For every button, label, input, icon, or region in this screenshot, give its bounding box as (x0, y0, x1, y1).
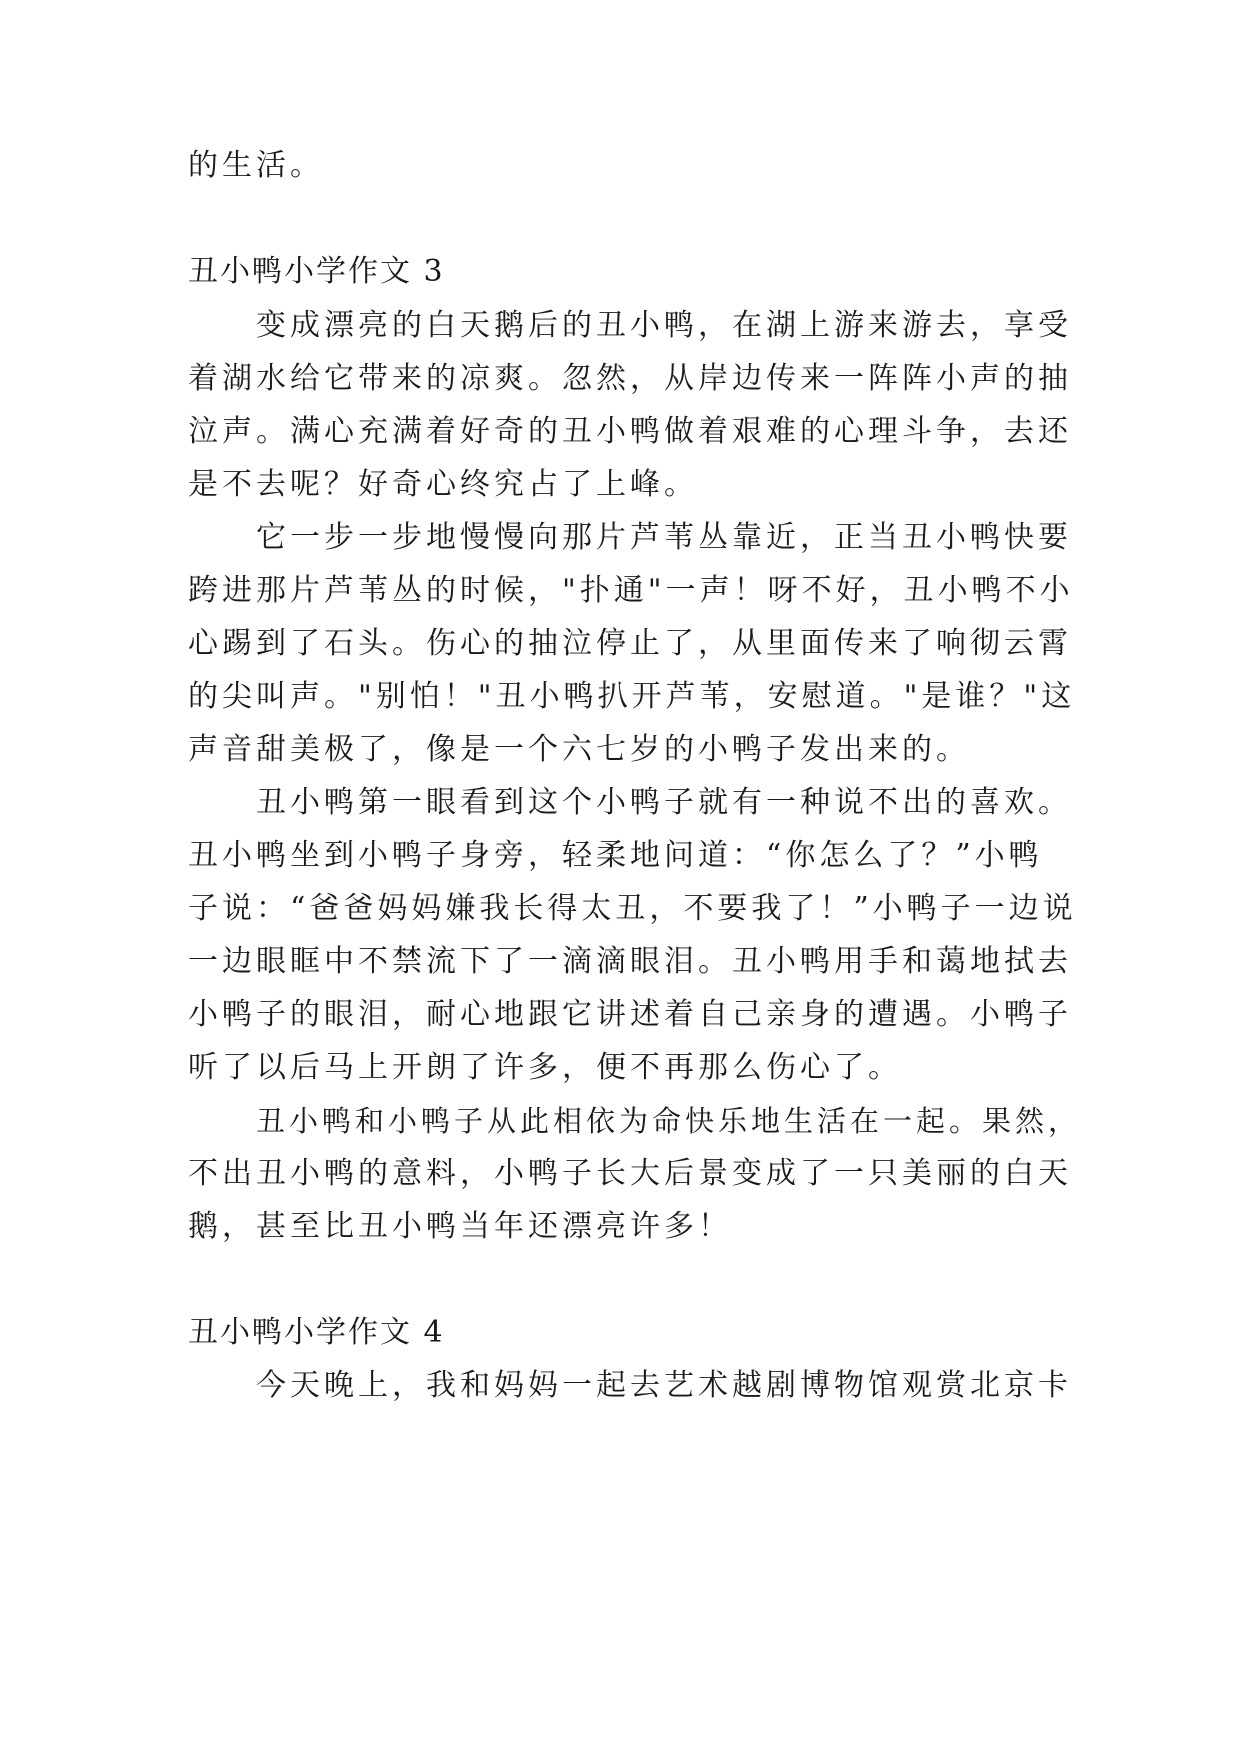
text-line: 跨进那片芦苇丛的时候，"扑通"一声！呀不好，丑小鸭不小 (188, 573, 1074, 608)
text-line: 小鸭子的眼泪，耐心地跟它讲述着自己亲身的遭遇。小鸭子 (188, 997, 1072, 1032)
text-line: 丑小鸭和小鸭子从此相依为命快乐地生活在一起。果然， (256, 1104, 1082, 1138)
text-line: 不出丑小鸭的意料，小鸭子长大后景变成了一只美丽的白天 (188, 1156, 1072, 1191)
text-line: 的生活。 (188, 148, 324, 183)
text-line: 声音甜美极了，像是一个六七岁的小鸭子发出来的。 (188, 732, 970, 767)
text-line: 它一步一步地慢慢向那片芦苇丛靠近，正当丑小鸭快要 (256, 520, 1072, 555)
text-line: 丑小鸭坐到小鸭子身旁，轻柔地问道：“你怎么了？”小鸭 (188, 838, 1043, 873)
text-line: 心踢到了石头。伤心的抽泣停止了，从里面传来了响彻云霄 (188, 626, 1072, 661)
text-line: 是不去呢？好奇心终究占了上峰。 (188, 467, 698, 502)
text-line: 今天晚上，我和妈妈一起去艺术越剧博物馆观赏北京卡 (256, 1368, 1072, 1403)
text-line: 一边眼眶中不禁流下了一滴滴眼泪。丑小鸭用手和蔼地拭去 (188, 944, 1072, 979)
section-heading-4: 丑小鸭小学作文 4 (188, 1315, 445, 1350)
section-heading-3: 丑小鸭小学作文 3 (188, 254, 445, 289)
text-line: 子说：“爸爸妈妈嫌我长得太丑，不要我了！”小鸭子一边说 (188, 891, 1077, 926)
text-line: 丑小鸭第一眼看到这个小鸭子就有一种说不出的喜欢。 (256, 785, 1072, 820)
text-line: 着湖水给它带来的凉爽。忽然，从岸边传来一阵阵小声的抽 (188, 361, 1072, 396)
text-line: 的尖叫声。"别怕！"丑小鸭扒开芦苇，安慰道。"是谁？"这 (188, 679, 1076, 714)
text-line: 听了以后马上开朗了许多，便不再那么伤心了。 (188, 1050, 902, 1085)
text-line: 泣声。满心充满着好奇的丑小鸭做着艰难的心理斗争，去还 (188, 414, 1072, 449)
text-line: 鹅，甚至比丑小鸭当年还漂亮许多！ (188, 1209, 732, 1244)
text-line: 变成漂亮的白天鹅后的丑小鸭，在湖上游来游去，享受 (256, 308, 1072, 343)
